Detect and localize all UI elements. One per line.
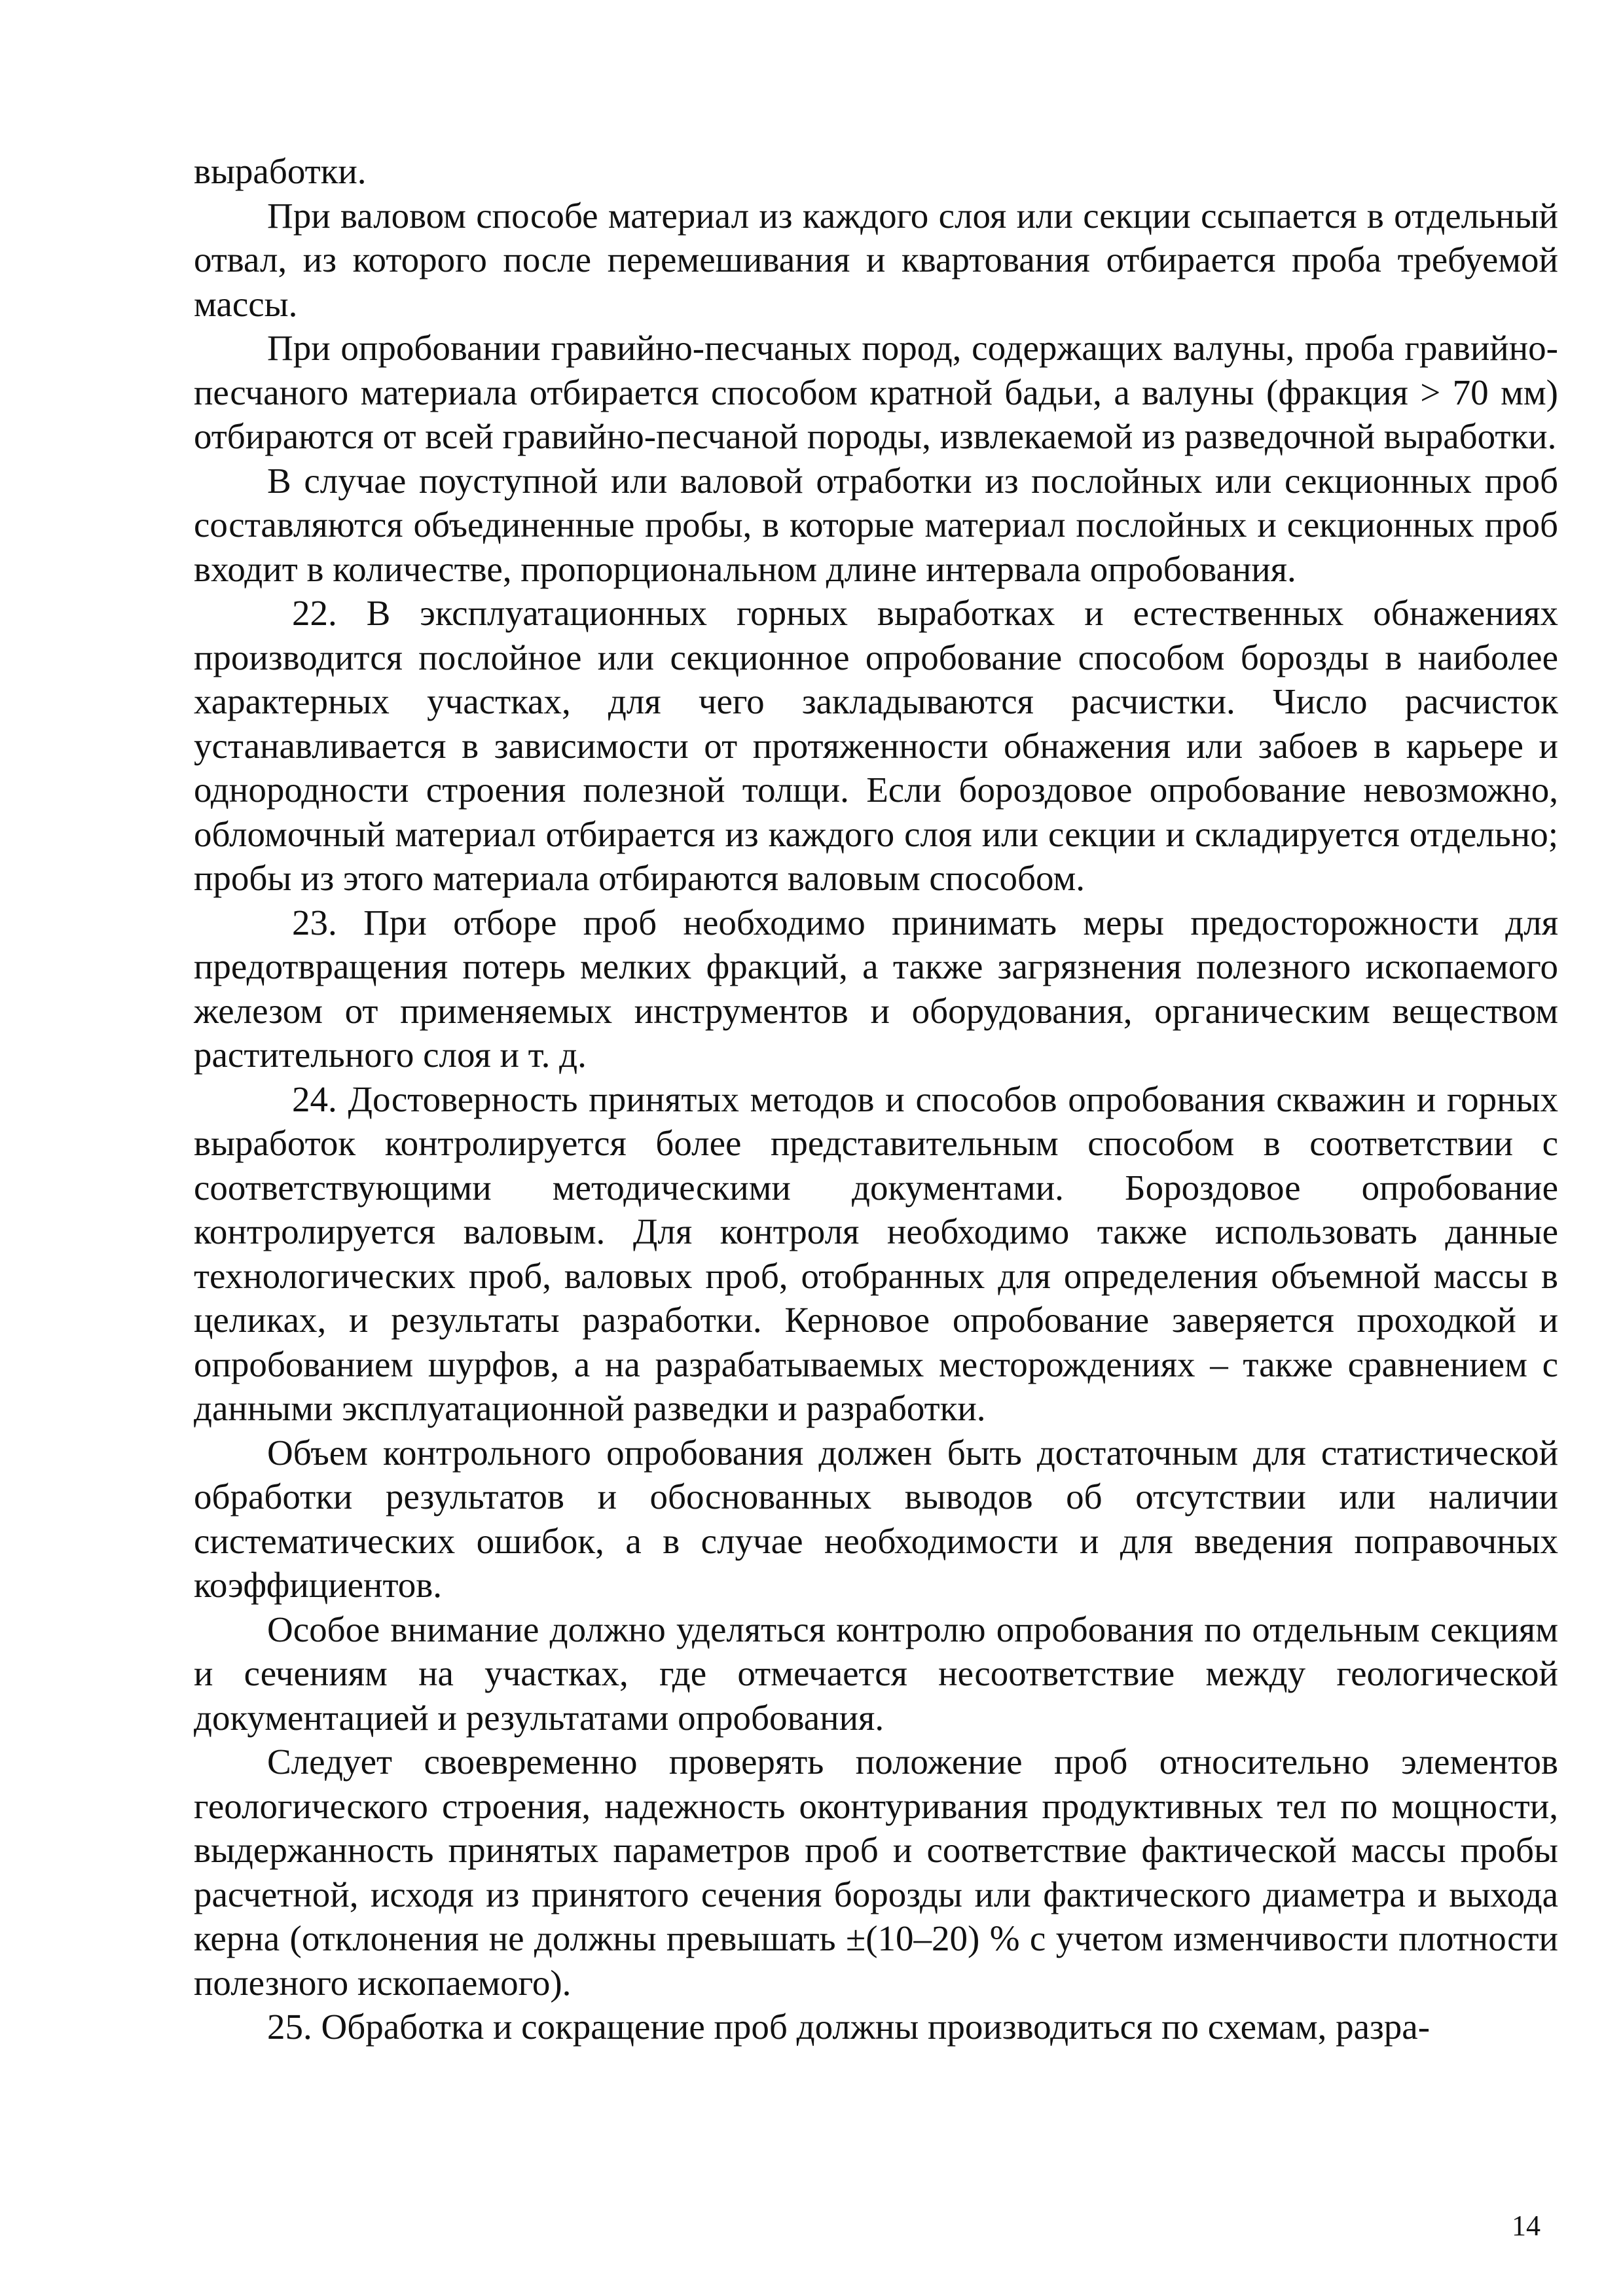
paragraph-combined-samples: В случае поуступной или валовой отработки из послойных или секционных проб составляются объединенные пробы, в которые материал послойных и секционных проб входит в количестве, пропорциональном длине интервала опробования. [194,460,1558,589]
paragraph-item-22: 22. В эксплуатационных горных выработках и естественных обнажениях производится послойное или секционное опробование способом борозды в наиболее характерных участках, для чего закладываются расчистки. Число расчисток устанавливается в зависимости от протяженности обнажения или забоев в карьере и однородности строения полезной толщи. Если бороздовое опробование невозможно, обломочный материал отбирается из каждого слоя или секции и складируется отдельно; пробы из этого материала отбираются валовым способом. [194,593,1558,898]
paragraph-control-volume: Объем контрольного опробования должен быть достаточным для статистической обработки результатов и обоснованных выводов об отсутствии или наличии систематических ошибок, а в случае необходимости и для введения поправочных коэффициентов. [194,1432,1558,1605]
paragraph-item-24: 24. Достоверность принятых методов и способов опробования скважин и горных выработок контролируется более представительным способом в соответствии с соответствующими методическими документами. Бороздовое опробование контролируется валовым. Для контроля необходимо также использовать данные технологических проб, валовых проб, отобранных для определения объемной массы в целиках, и результаты разработки. Керновое опробование заверяется проходкой и опробованием шурфов, а на разрабатываемых месторождениях – также сравнением с данными эксплуатационной разведки и разработки. [194,1079,1558,1428]
paragraph-gravel-sand-sampling: При опробовании гравийно-песчаных пород, содержащих валуны, проба гравийно-песчаного материала отбирается способом кратной бадьи, а валуны (фракция > 70 мм) отбираются от всей гравийно-песчаной породы, извлекаемой из разведочной выработки. [194,328,1558,456]
paragraph-continuation: выработки. [194,151,367,191]
paragraph-verification: Следует своевременно проверять положение проб относительно элементов геологического строения, надежность оконтуривания продуктивных тел по мощности, выдержанность принятых параметров проб и соответствие фактической массы пробы расчетной, исходя из принятого сечения борозды или фактического диаметра и выхода керна (отклонения не должны превышать ±(10–20) % с учетом изменчивости плотности полезного ископаемого). [194,1742,1558,2003]
paragraph-special-attention: Особое внимание должно уделяться контролю опробования по отдельным секциям и сечениям на участках, где отмечается несоответствие между геологической документацией и результатами опробования. [194,1609,1558,1738]
document-body [194,149,1558,2049]
page-number: 14 [1512,2210,1541,2242]
paragraph-item-25: 25. Обработка и сокращение проб должны производиться по схемам, разра- [267,2007,1431,2047]
paragraph-bulk-sampling: При валовом способе материал из каждого слоя или секции ссыпается в отдельный отвал, из которого после перемешивания и квартования отбирается проба требуемой массы. [194,195,1558,324]
paragraph-item-23: 23. При отборе проб необходимо принимать меры предосторожности для предотвращения потерь мелких фракций, а также загрязнения полезного ископаемого железом от применяемых инструментов и оборудования, органическим веществом растительного слоя и т. д. [194,902,1558,1075]
